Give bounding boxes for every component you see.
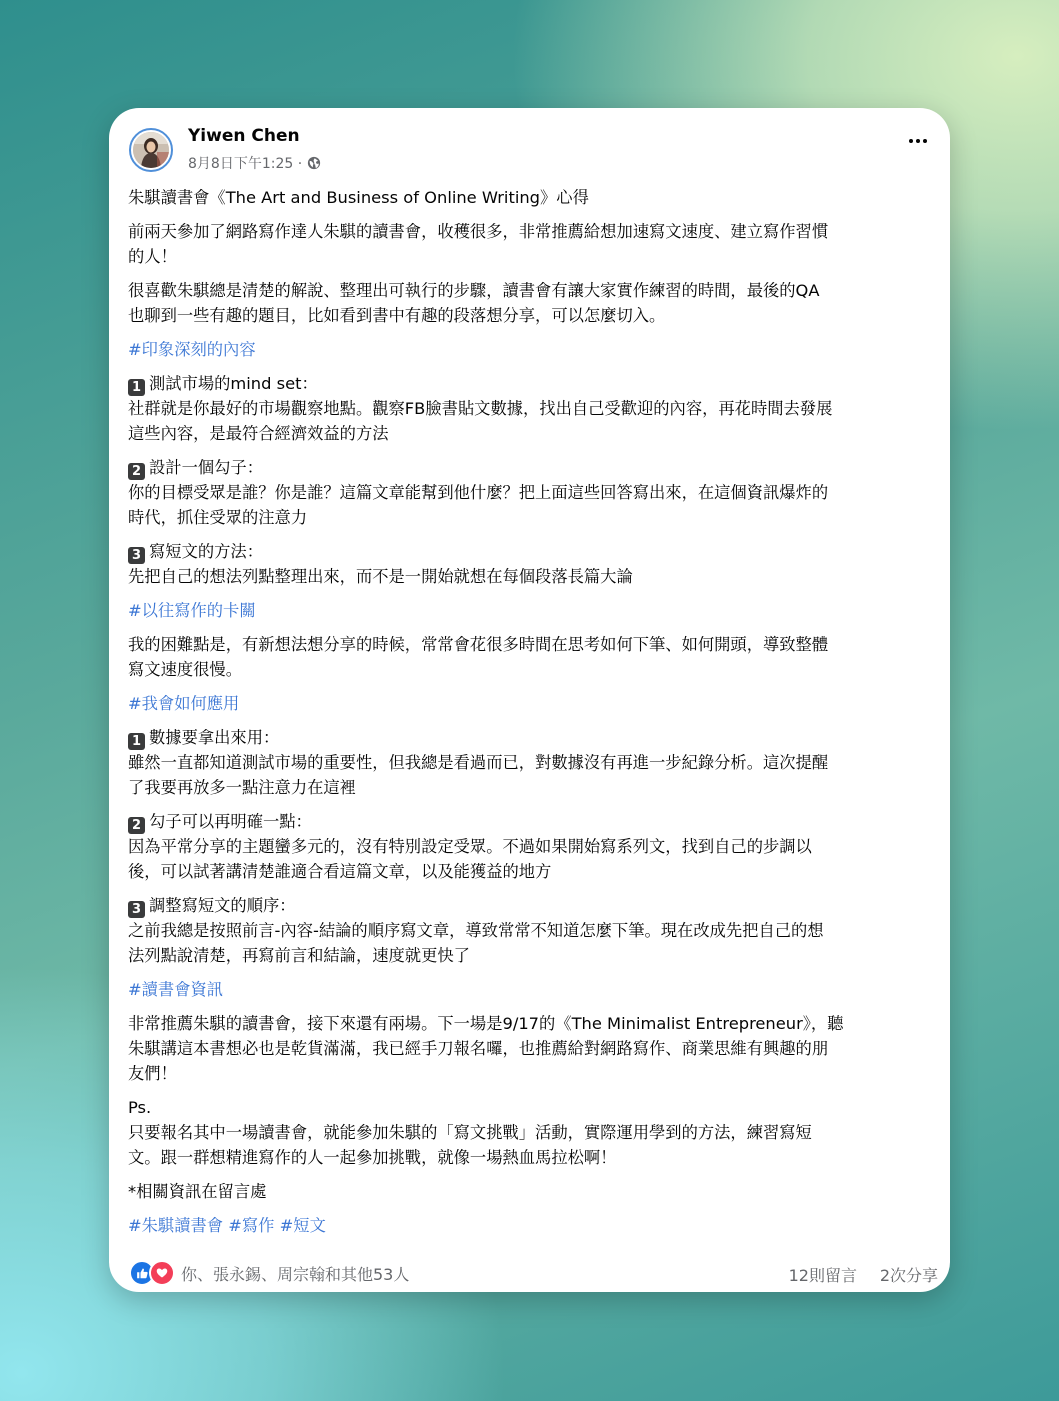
list-item	[128, 809, 943, 884]
text-line: 友們！	[128, 1064, 177, 1083]
hashtag-link[interactable]: #讀書會資訊	[128, 980, 224, 999]
reactions-text[interactable]: 你、張永錫、周宗翰和其他53人	[181, 1264, 410, 1284]
more-options-icon[interactable]	[904, 134, 932, 148]
item-heading	[128, 455, 943, 480]
number-3-icon: 3	[128, 547, 145, 564]
section-blockers	[128, 598, 943, 623]
text-line: 法列點說清楚，再寫前言和結論，速度就更快了	[128, 946, 470, 965]
info-paragraph	[128, 1011, 943, 1086]
number-2-icon: 2	[128, 463, 145, 480]
text-line: 寫文速度很慢。	[128, 660, 242, 679]
item-heading-text: 寫短文的方法：	[149, 542, 263, 561]
post-title	[128, 185, 943, 210]
author-name[interactable]: Yiwen Chen	[188, 126, 300, 146]
section-apply	[128, 691, 943, 716]
item-heading	[128, 539, 943, 564]
post-title-text: 朱騏讀書會《The Art and Business of Online Writing》心得	[128, 188, 589, 207]
section-impressive	[128, 337, 943, 362]
text-line: 先把自己的想法列點整理出來，而不是一開始就想在每個段落長篇大論	[128, 567, 633, 586]
text-line: 因為平常分享的主題蠻多元的，沒有特別設定受眾。不過如果開始寫系列文，找到自己的步調以	[128, 837, 812, 856]
hashtag-link[interactable]: #我會如何應用	[128, 694, 240, 713]
text-line: 很喜歡朱騏總是清楚的解說、整理出可執行的步驟，讀書會有讓大家實作練習的時間，最後的QA	[128, 281, 820, 300]
item-heading-text: 調整寫短文的順序：	[149, 896, 296, 915]
intro-paragraph-2	[128, 278, 943, 328]
text-line: 之前我總是按照前言-內容-結論的順序寫文章，導致常常不知道怎麼下筆。現在改成先把自己的想	[128, 921, 824, 940]
list-item	[128, 371, 943, 446]
text-line: 了我要再放多一點注意力在這裡	[128, 778, 356, 797]
number-1-icon: 1	[128, 733, 145, 750]
list-item	[128, 725, 943, 800]
ps-label: Ps.	[128, 1098, 152, 1117]
text-line: 朱騏講這本書想必也是乾貨滿滿，我已經手刀報名囉，也推薦給對網路寫作、商業思維有興趣的朋	[128, 1039, 829, 1058]
note-paragraph	[128, 1179, 943, 1204]
number-3-icon: 3	[128, 901, 145, 918]
avatar-image	[133, 132, 169, 168]
text-line: 文。跟一群想精進寫作的人一起參加挑戰，就像一場熱血馬拉松啊！	[128, 1148, 617, 1167]
reactions-summary[interactable]	[129, 1260, 409, 1286]
post-timestamp[interactable]: 8月8日下午1:25 ·	[188, 156, 303, 172]
globe-icon[interactable]	[307, 156, 321, 170]
avatar[interactable]	[129, 128, 173, 172]
hashtag-link[interactable]: #短文	[279, 1216, 326, 1235]
section-info	[128, 977, 943, 1002]
hashtag-link[interactable]: #寫作	[228, 1216, 275, 1235]
love-icon	[149, 1260, 175, 1286]
post-meta	[188, 153, 321, 173]
item-heading-text: 設計一個勾子：	[149, 458, 263, 477]
post-footer	[109, 1254, 950, 1292]
hashtag-link[interactable]: #朱騏讀書會	[128, 1216, 224, 1235]
item-heading	[128, 893, 943, 918]
text-line: 的人！	[128, 247, 177, 266]
tags-row	[128, 1213, 943, 1238]
text-line: 也聊到一些有趣的題目，比如看到書中有趣的段落想分享，可以怎麼切入。	[128, 306, 666, 325]
post-card	[109, 108, 950, 1292]
hashtag-link[interactable]: #以往寫作的卡關	[128, 601, 256, 620]
item-heading-text: 測試市場的mind set：	[149, 374, 318, 393]
note-text: *相關資訊在留言處	[128, 1182, 267, 1201]
item-heading-text: 勾子可以再明確一點：	[149, 812, 312, 831]
text-line: 非常推薦朱騏的讀書會，接下來還有兩場。下一場是9/17的《The Minimalist Entrepreneur》，聽	[128, 1014, 844, 1033]
text-line: 時代，抓住受眾的注意力	[128, 508, 308, 527]
text-line: 社群就是你最好的市場觀察地點。觀察FB臉書貼文數據，找出自己受歡迎的內容，再花時間去發展	[128, 399, 833, 418]
ps-paragraph	[128, 1095, 943, 1170]
item-heading	[128, 809, 943, 834]
text-line: 雖然一直都知道測試市場的重要性，但我總是看過而已，對數據沒有再進一步紀錄分析。這次提醒	[128, 753, 829, 772]
item-heading-text: 數據要拿出來用：	[149, 728, 280, 747]
hashtag-link[interactable]: #印象深刻的內容	[128, 340, 256, 359]
list-item	[128, 455, 943, 530]
intro-paragraph	[128, 219, 943, 269]
post-body	[128, 185, 943, 1247]
number-2-icon: 2	[128, 817, 145, 834]
item-heading	[128, 371, 943, 396]
text-line: 你的目標受眾是誰？你是誰？這篇文章能幫到他什麼？把上面這些回答寫出來，在這個資訊爆炸的	[128, 483, 829, 502]
blockers-paragraph	[128, 632, 943, 682]
list-item	[128, 539, 943, 589]
comment-count[interactable]: 12則留言	[788, 1266, 857, 1285]
text-line: 我的困難點是，有新想法想分享的時候，常常會花很多時間在思考如何下筆、如何開頭，導致整體	[128, 635, 829, 654]
text-line: 只要報名其中一場讀書會，就能參加朱騏的「寫文挑戰」活動，實際運用學到的方法，練習寫短	[128, 1123, 812, 1142]
list-item	[128, 893, 943, 968]
text-line: 這些內容，是最符合經濟效益的方法	[128, 424, 389, 443]
text-line: 後，可以試著講清楚誰適合看這篇文章，以及能獲益的地方	[128, 862, 552, 881]
number-1-icon: 1	[128, 379, 145, 396]
item-heading	[128, 725, 943, 750]
text-line: 前兩天參加了網路寫作達人朱騏的讀書會，收穫很多，非常推薦給想加速寫文速度、建立寫作習慣	[128, 222, 829, 241]
share-count[interactable]: 2次分享	[879, 1266, 938, 1285]
